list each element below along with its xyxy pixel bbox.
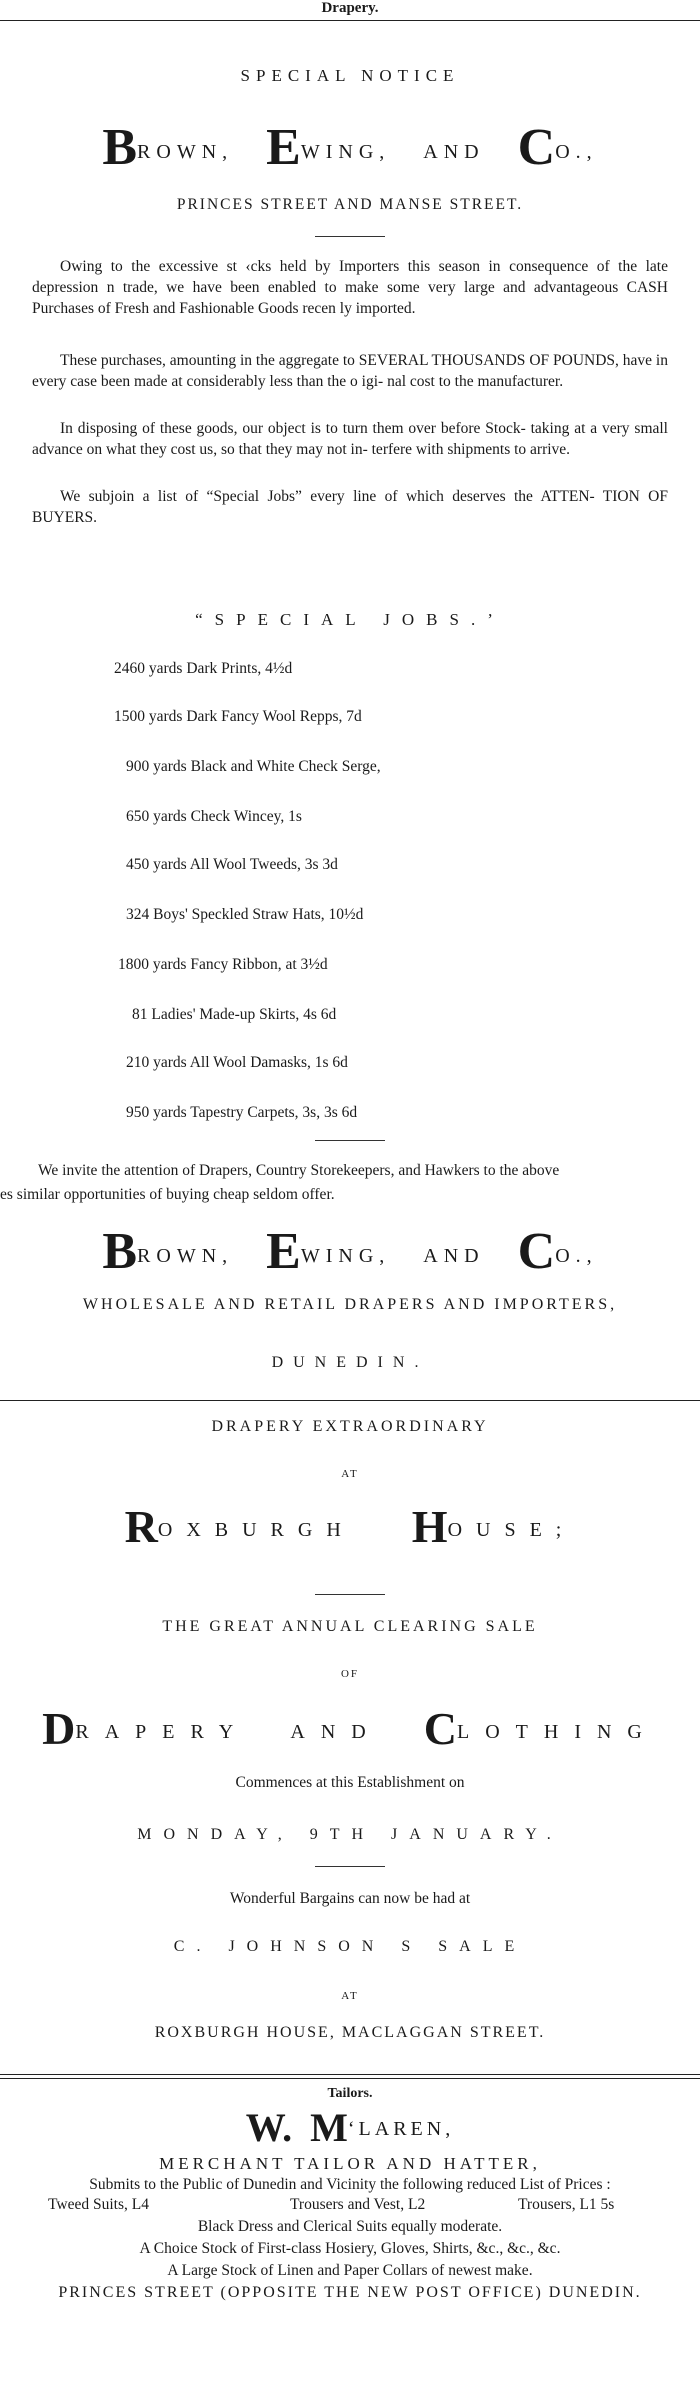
tailor-address: PRINCES STREET (OPPOSITE THE NEW POST OFFICE) DUNEDIN. xyxy=(58,2284,642,2301)
drapery-clothing-title xyxy=(0,1702,700,1755)
house-word-ouse: OUSE; xyxy=(447,1519,576,1541)
firm-word-rown: ROWN, xyxy=(137,1245,234,1267)
roxburgh-house-name xyxy=(0,1500,700,1553)
trade-line: WHOLESALE AND RETAIL DRAPERS AND IMPORTERS, xyxy=(82,1296,618,1313)
firm-word-co: O., xyxy=(555,141,598,163)
firm-initial-e: E xyxy=(266,119,301,176)
notice-title: SPECIAL NOTICE xyxy=(240,66,460,85)
firm-word-rown: ROWN, xyxy=(137,141,234,163)
sale-title: THE GREAT ANNUAL CLEARING SALE xyxy=(162,1618,538,1635)
firm-address: PRINCES STREET AND MANSE STREET. xyxy=(176,196,524,213)
firm-word-and: AND xyxy=(423,1245,485,1267)
list-item: 1800 yards Fancy Ribbon, at 3½d xyxy=(118,956,328,973)
at-label-2: AT xyxy=(341,1990,359,2002)
goods-initial-d: D xyxy=(42,1703,76,1754)
price-trousers-vest: Trousers and Vest, L2 xyxy=(290,2196,426,2213)
firm-initial-b: B xyxy=(102,119,138,176)
tailor-initial-w: W. xyxy=(245,2105,293,2150)
list-item: 950 yards Tapestry Carpets, 3s, 3s 6d xyxy=(126,1104,358,1121)
firm-initial-e: E xyxy=(266,1223,301,1280)
jobs-title: “SPECIAL JOBS.’ xyxy=(195,610,505,629)
bargains-line: Wonderful Bargains can now be had at xyxy=(229,1890,471,1907)
list-item: 1500 yards Dark Fancy Wool Repps, 7d xyxy=(114,708,362,725)
short-rule xyxy=(315,1866,385,1867)
firm-initial-c: C xyxy=(517,119,556,176)
firm-initial-c: C xyxy=(517,1223,556,1280)
firm-word-wing: WING, xyxy=(300,141,391,163)
list-item: 2460 yards Dark Prints, 4½d xyxy=(114,660,293,677)
list-item: 81 Ladies' Made-up Skirts, 4s 6d xyxy=(132,1006,337,1023)
firm-word-co: O., xyxy=(555,1245,598,1267)
firm-word-wing: WING, xyxy=(300,1245,391,1267)
paragraph-1: Owing to the excessive st ‹cks held by Importers this season in consequence of the late depression n trade, we have been enabled to make some very large and advantageous CASH Purchases of Fresh and Fashionable Goods recen ly imported. xyxy=(32,258,668,317)
house-word-oxburgh: OXBURGH xyxy=(157,1519,355,1541)
sale-date: MONDAY, 9TH JANUARY. xyxy=(137,1826,563,1843)
firm-name-2 xyxy=(0,1222,700,1281)
short-rule xyxy=(315,1140,385,1141)
price-tweed: Tweed Suits, L4 xyxy=(48,2196,149,2213)
city-line: DUNEDIN. xyxy=(271,1354,429,1371)
short-rule xyxy=(315,1594,385,1595)
black-dress-line: Black Dress and Clerical Suits equally moderate. xyxy=(197,2218,503,2235)
house-initial-r: R xyxy=(124,1501,158,1552)
of-label: OF xyxy=(340,1668,360,1680)
list-item: 900 yards Black and White Check Serge, xyxy=(126,758,381,775)
tailor-trade: MERCHANT TAILOR AND HATTER, xyxy=(159,2154,541,2173)
list-item: 650 yards Check Wincey, 1s xyxy=(126,808,302,825)
section-rule xyxy=(0,1400,700,1401)
invite-line-2: es similar opportunities of buying cheap seldom offer. xyxy=(0,1186,335,1203)
top-rule xyxy=(0,20,700,21)
list-item: 450 yards All Wool Tweeds, 3s 3d xyxy=(126,856,338,873)
paragraph-4: We subjoin a list of “Special Jobs” every line of which deserves the ATTEN- TION OF BUYERS. xyxy=(32,488,668,526)
paragraph-3: In disposing of these goods, our object is to turn them over before Stock- taking at a very small advance on what they cost us, so that they may not in- terfere with shipments to arrive. xyxy=(32,420,668,458)
invite-line-1: We invite the attention of Drapers, Country Storekeepers, and Hawkers to the above xyxy=(38,1162,560,1179)
list-item: 210 yards All Wool Damasks, 1s 6d xyxy=(126,1054,348,1071)
submits-line: Submits to the Public of Dunedin and Vicinity the following reduced List of Prices : xyxy=(89,2176,611,2193)
commences-line: Commences at this Establishment on xyxy=(235,1774,465,1791)
short-rule xyxy=(315,236,385,237)
house-initial-h: H xyxy=(411,1501,448,1552)
tailor-name-rest: ‘LAREN, xyxy=(347,2118,455,2140)
goods-word-and: AND xyxy=(290,1721,382,1743)
drapery-extraordinary-title: DRAPERY EXTRAORDINARY xyxy=(211,1418,489,1435)
section-heading-tailors: Tailors. xyxy=(327,2086,373,2101)
section-heading-drapery: Drapery. xyxy=(321,0,379,16)
goods-word-rapery: RAPERY xyxy=(75,1721,249,1743)
johnson-sale: C. JOHNSON S SALE xyxy=(173,1938,527,1955)
list-item: 324 Boys' Speckled Straw Hats, 10½d xyxy=(126,906,364,923)
sale-location: ROXBURGH HOUSE, MACLAGGAN STREET. xyxy=(154,2024,546,2041)
hosiery-line: A Choice Stock of First-class Hosiery, Gloves, Shirts, &c., &c., &c. xyxy=(139,2240,561,2257)
paragraph-2: These purchases, amounting in the aggregate to SEVERAL THOUSANDS OF POUNDS, have in every case been made at considerably less than the o igi- nal cost to the manufacturer. xyxy=(32,352,668,390)
price-trousers: Trousers, L1 5s xyxy=(518,2196,615,2213)
goods-initial-c: C xyxy=(423,1703,457,1754)
linen-line: A Large Stock of Linen and Paper Collars of newest make. xyxy=(167,2262,533,2279)
goods-word-lothing: LOTHING xyxy=(457,1721,658,1743)
tailor-name xyxy=(0,2104,700,2151)
section-rule xyxy=(0,2074,700,2075)
firm-name xyxy=(0,118,700,177)
section-rule xyxy=(0,2078,700,2079)
firm-word-and: AND xyxy=(423,141,485,163)
firm-initial-b: B xyxy=(102,1223,138,1280)
tailor-initial-m: M xyxy=(310,2105,348,2150)
at-label: AT xyxy=(341,1468,359,1480)
